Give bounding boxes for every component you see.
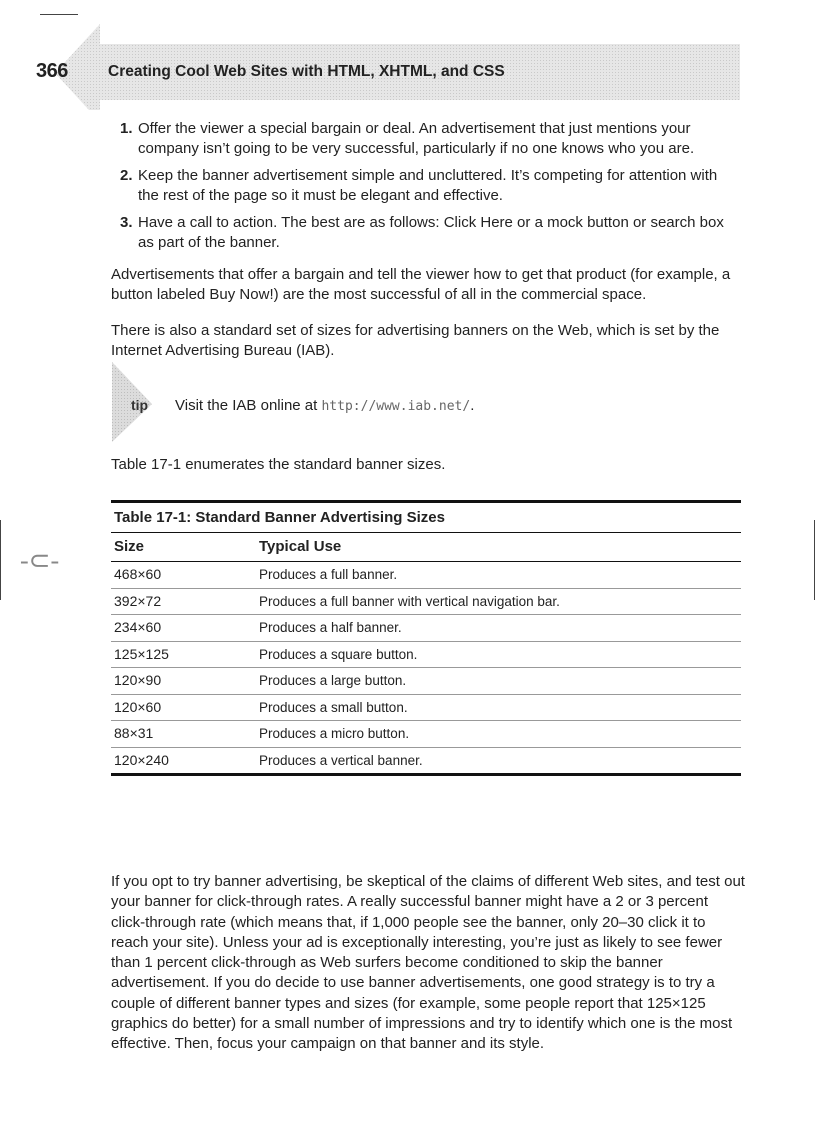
column-header-size: Size [114,538,145,555]
page-number: 366 [36,60,68,82]
cell-size: 468×60 [114,566,162,582]
table-row [111,642,741,669]
running-header [0,0,816,110]
cell-use: Produces a small button. [259,699,408,715]
table-row [111,589,741,616]
table-row [111,562,741,589]
table-row [111,748,741,777]
cell-use: Produces a half banner. [259,620,402,635]
table-caption: Table 17-1: Standard Banner Advertising Sizes [111,503,741,533]
header-arrow-graphic [0,0,816,110]
banner-sizes-table [111,500,741,776]
body-paragraph: Table 17-1 enumerates the standard banner sizes. [111,456,446,473]
list-item-text: Offer the viewer a special bargain or deal. An advertisement that just mentions your company isn’t going to be very successful, particularly if no one knows who you are. [138,120,695,157]
crop-mark-left [0,520,1,600]
list-item-text: Keep the banner advertisement simple and uncluttered. It’s competing for attention with the rest of the page so it must be elegant and effective. [138,167,718,204]
running-head-title: Creating Cool Web Sites with HTML, XHTML, and CSS [108,63,505,80]
cell-use: Produces a vertical banner. [259,752,423,768]
tip-text [175,397,474,414]
cell-use: Produces a square button. [259,646,418,662]
cell-size: 234×60 [114,619,162,635]
table-row [111,668,741,695]
registration-mark-icon: -⊂- [20,546,60,575]
body-paragraph: There is also a standard set of sizes for advertising banners on the Web, which is set by the Internet Advertising Bureau (IAB). [111,322,720,359]
table-row [111,721,741,748]
tip-callout [112,362,752,442]
numbered-list [120,119,740,260]
cell-use: Produces a large button. [259,673,407,688]
list-item-text: Have a call to action. The best are as follows: Click Here or a mock button or search box as part of the banner. [138,214,724,251]
cell-size: 88×31 [114,725,154,741]
list-item [120,119,740,159]
tip-label: tip [131,397,149,413]
cell-size: 120×60 [114,698,162,715]
list-item [120,213,740,253]
tip-text-end: . [470,397,475,414]
list-number: 1. [120,120,133,137]
list-item [120,166,740,206]
list-number: 2. [120,167,133,184]
table-header-row [111,533,741,562]
crop-mark-right [814,520,815,600]
cell-size: 120×240 [114,751,169,768]
table-row [111,615,741,642]
cell-size: 120×90 [114,672,162,688]
iab-url-link[interactable]: http://www.iab.net/ [321,399,471,414]
list-number: 3. [120,214,133,231]
cell-size: 392×72 [114,592,162,609]
cell-use: Produces a full banner. [259,567,398,582]
cell-size: 125×125 [114,645,169,662]
body-paragraph: If you opt to try banner advertising, be skeptical of the claims of different Web sites, and test out your banner for click-through rates. A really successful banner might have a 2 or 3 percent click-through rate (which means that, if 1,000 people see the banner, only 20–30 click it to reach your site). Unless your ad is exceptionally interesting, you’re just as likely to see fewer than 1 percent click-through as Web surfers become conditioned to skip the banner advertisement. If you do decide to use banner advertisements, one good strategy is to try a couple of different banner types and sizes (for example, some people report that 125×125 graphics do better) for a small number of impressions and try to identify which one is the most effective. Then, focus your campaign on that banner and its style. [111,873,745,1053]
column-header-use: Typical Use [259,538,342,555]
body-paragraph: Advertisements that offer a bargain and tell the viewer how to get that product (for example, a button labeled Buy Now!) are the most successful of all in the commercial space. [111,266,731,303]
cell-use: Produces a full banner with vertical navigation bar. [259,593,560,609]
cell-use: Produces a micro button. [259,726,410,741]
table-row [111,695,741,722]
tip-text-lead: Visit the IAB online at [175,397,322,414]
